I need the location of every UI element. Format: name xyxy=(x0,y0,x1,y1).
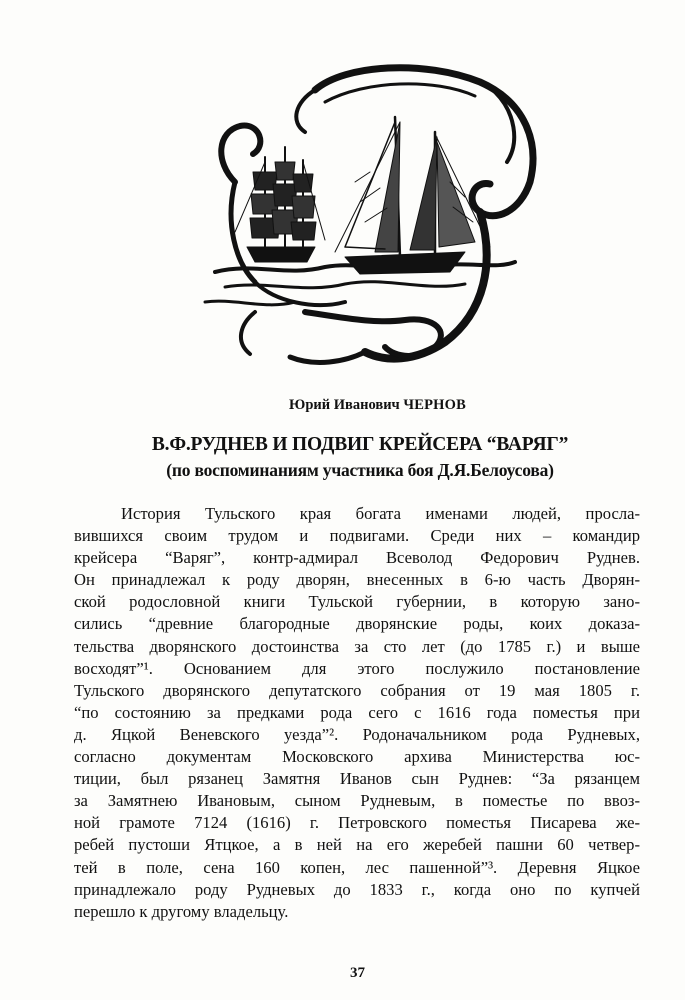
body-line: восходят”¹. Основанием для этого послужило постановление xyxy=(74,658,640,678)
article-subtitle: (по воспоминаниям участника боя Д.Я.Белоусова) xyxy=(166,460,554,480)
page-number: 37 xyxy=(350,965,365,981)
body-line: вившихся своим трудом и подвигами. Среди них – командир xyxy=(74,526,640,546)
body-line: “по состоянию за предками рода сего с 1616 года поместья при xyxy=(74,702,640,722)
body-line: тиции, был рязанец Замятня Иванов сын Руднев: “За рязанцем xyxy=(74,769,640,789)
article-body xyxy=(74,503,640,923)
body-line: Тульского дворянского депутатского собрания от 19 мая 1805 г. xyxy=(74,680,640,700)
author-name xyxy=(0,397,685,414)
body-line: согласно документам Московского архива Министерства юс- xyxy=(74,747,640,767)
body-line: д. Яцкой Веневского уезда”². Родоначальником рода Рудневых, xyxy=(74,724,640,744)
body-line: ской родословной книги Тульской губернии, в которую зано- xyxy=(74,592,640,612)
body-line: крейсера “Варяг”, контр-адмирал Всеволод Федорович Руднев. xyxy=(74,548,640,568)
body-line: за Замятнею Ивановым, сыном Рудневым, в поместье по ввоз- xyxy=(74,791,640,811)
body-line: ребей пустоши Ятцкое, а в ней на его жеребей пашни 60 четвер- xyxy=(74,835,640,855)
body-line: Он принадлежал к роду дворян, внесенных в 6-ю часть Дворян- xyxy=(74,570,640,590)
body-line: тей в поле, сена 160 копен, лес пашенной”³. Деревня Яцкое xyxy=(74,857,640,877)
author-given-name: Юрий Иванович xyxy=(289,397,400,413)
body-line: перешло к другому владельцу. xyxy=(74,901,289,921)
body-line: История Тульского края богата именами людей, просла- xyxy=(121,504,640,523)
article-title: В.Ф.РУДНЕВ И ПОДВИГ КРЕЙСЕРА “ВАРЯГ” xyxy=(151,434,569,455)
body-line: тельства дворянского достоинства за сто лет (до 1785 г.) и выше xyxy=(74,636,640,656)
author-surname: ЧЕРНОВ xyxy=(403,397,466,413)
body-line: принадлежало роду Рудневых до 1833 г., когда оно по купчей xyxy=(74,879,640,899)
body-line: сились “древние благородные дворянские роды, коих доказа- xyxy=(74,614,640,634)
body-line: ной грамоте 7124 (1616) г. Петровского поместья Писарева же- xyxy=(74,813,640,833)
sailing-ships-engraving-icon xyxy=(195,62,540,372)
